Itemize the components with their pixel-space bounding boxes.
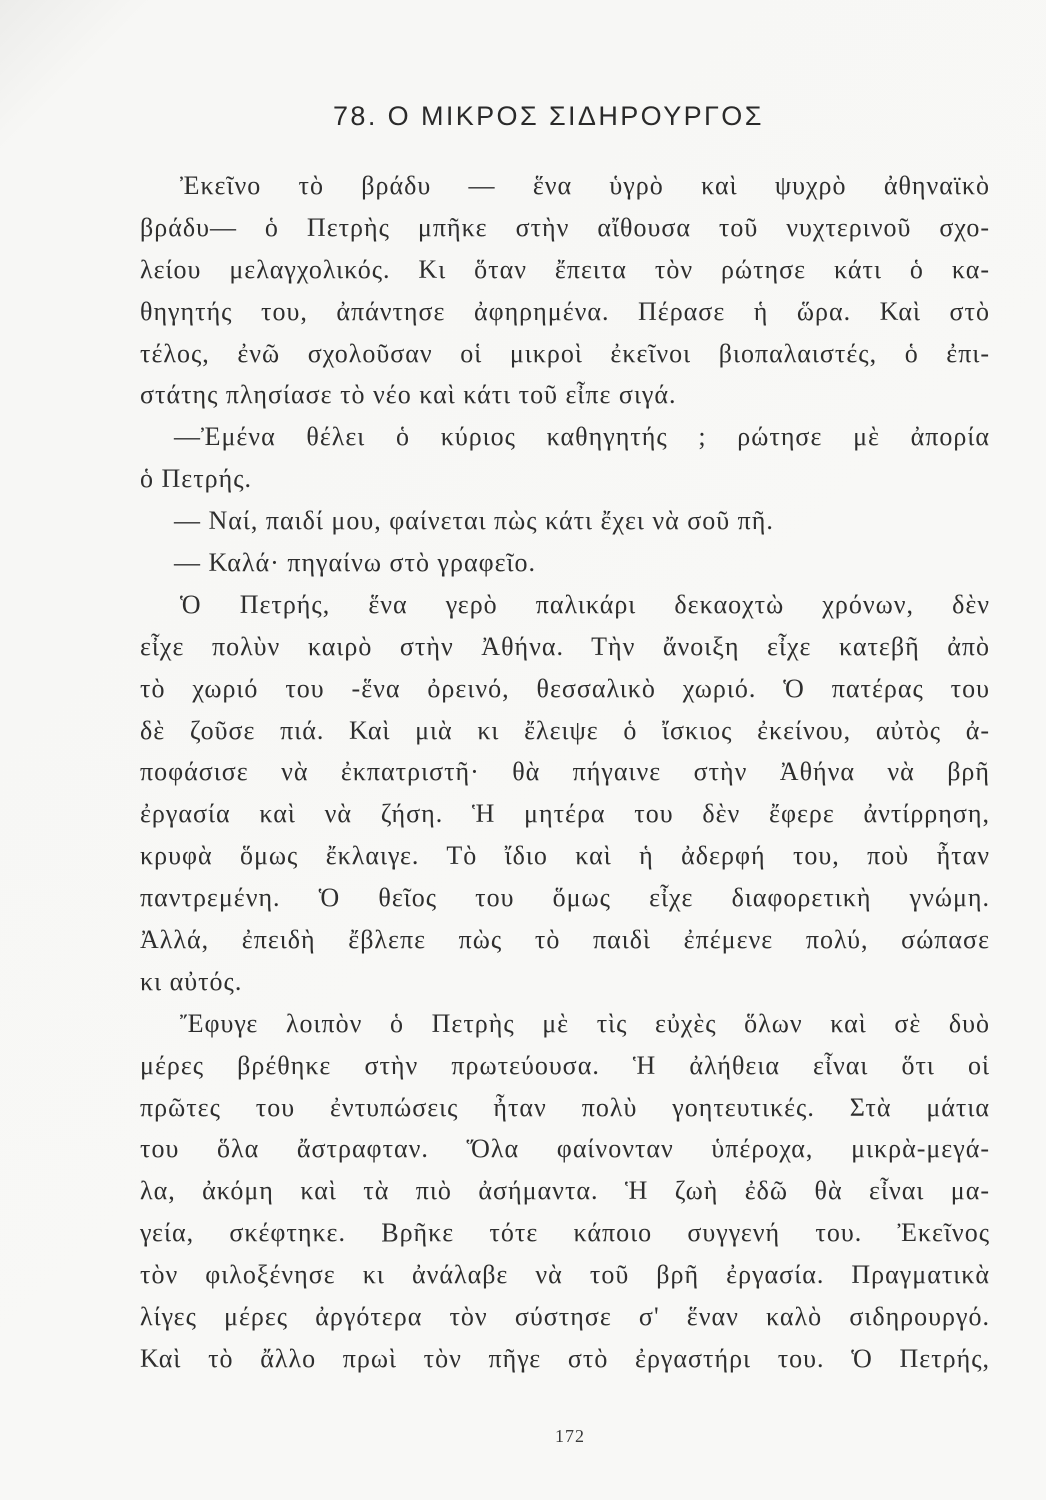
text-line: λίγες μέρες ἀργότερα τὸν σύστησε σ' ἕναν καλὸ σιδηρουργό. <box>140 1302 990 1332</box>
text-line: ἐργασία καὶ νὰ ζήση. Ἡ μητέρα του δὲν ἔφερε ἀντίρρηση, <box>140 799 990 829</box>
text-line: τέλος, ἐνῶ σχολοῦσαν οἱ μικροὶ ἐκεῖνοι βιοπαλαιστές, ὁ ἐπι- <box>140 338 990 368</box>
text-line: παντρεμένη. Ὁ θεῖος του ὅμως εἶχε διαφορετικὴ γνώμη. <box>140 883 990 913</box>
text-line: Ἔφυγε λοιπὸν ὁ Πετρὴς μὲ τὶς εὐχὲς ὅλων καὶ σὲ δυὸ <box>180 1008 990 1038</box>
text-line: —Ἐμένα θέλει ὁ κύριος καθηγητής ; ρώτησε μὲ ἀπορία <box>174 422 990 452</box>
text-line: λείου μελαγχολικός. Κι ὅταν ἔπειτα τὸν ρώτησε κάτι ὁ κα- <box>140 254 990 284</box>
text-line: — Καλά· πηγαίνω στὸ γραφεῖο. <box>174 548 536 578</box>
body-text <box>140 165 990 1380</box>
page-number: 172 <box>555 1426 585 1446</box>
text-line: τὸ χωριό του -ἕνα ὀρεινό, θεσσαλικὸ χωριό. Ὁ πατέρας του <box>140 673 990 703</box>
text-line: Ὁ Πετρής, ἕνα γερὸ παλικάρι δεκαοχτὼ χρόνων, δὲν <box>180 589 990 619</box>
chapter-title: 78. Ο ΜΙΚΡΟΣ ΣΙΔΗΡΟΥΡΓΟΣ <box>333 101 764 131</box>
text-line: τὸν φιλοξένησε κι ἀνάλαβε νὰ τοῦ βρῆ ἐργασία. Πραγματικὰ <box>140 1260 990 1290</box>
text-line: πρῶτες του ἐντυπώσεις ἦταν πολὺ γοητευτικές. Στὰ μάτια <box>140 1092 990 1122</box>
text-line: κρυφὰ ὅμως ἔκλαιγε. Τὸ ἴδιο καὶ ἡ ἀδερφή του, ποὺ ἦταν <box>140 841 990 871</box>
text-line: ποφάσισε νὰ ἐκπατριστῆ· θὰ πήγαινε στὴν Ἀθήνα νὰ βρῆ <box>140 757 990 787</box>
text-line: γεία, σκέφτηκε. Βρῆκε τότε κάποιο συγγενή του. Ἐκεῖνος <box>140 1218 990 1248</box>
text-line: δὲ ζοῦσε πιά. Καὶ μιὰ κι ἔλειψε ὁ ἴσκιος ἐκείνου, αὐτὸς ἀ- <box>140 715 990 745</box>
text-line: του ὅλα ἄστραφταν. Ὅλα φαίνονταν ὑπέροχα, μικρὰ-μεγά- <box>140 1134 990 1164</box>
text-line: κι αὐτός. <box>140 966 243 996</box>
text-line: Ἐκεῖνο τὸ βράδυ — ἕνα ὑγρὸ καὶ ψυχρὸ ἀθηναϊκὸ <box>180 171 990 200</box>
text-line: ὁ Πετρής. <box>140 464 253 494</box>
text-line: μέρες βρέθηκε στὴν πρωτεύουσα. Ἡ ἀλήθεια εἶναι ὅτι οἱ <box>140 1050 990 1080</box>
text-line: στάτης πλησίασε τὸ νέο καὶ κάτι τοῦ εἶπε σιγά. <box>140 380 677 410</box>
text-line: εἶχε πολὺν καιρὸ στὴν Ἀθήνα. Τὴν ἄνοιξη εἶχε κατεβῆ ἀπὸ <box>140 631 990 661</box>
text-line: Ἀλλά, ἐπειδὴ ἔβλεπε πὼς τὸ παιδὶ ἐπέμενε πολύ, σώπασε <box>140 925 990 955</box>
text-line: λα, ἀκόμη καὶ τὰ πιὸ ἀσήμαντα. Ἡ ζωὴ ἐδῶ θὰ εἶναι μα- <box>140 1176 990 1206</box>
text-line: — Ναί, παιδί μου, φαίνεται πὼς κάτι ἔχει νὰ σοῦ πῆ. <box>174 506 774 536</box>
text-line: βράδυ— ὁ Πετρὴς μπῆκε στὴν αἴθουσα τοῦ νυχτερινοῦ σχο- <box>140 212 990 242</box>
text-line: θηγητής του, ἀπάντησε ἀφηρημένα. Πέρασε ἡ ὥρα. Καὶ στὸ <box>140 296 990 326</box>
text-line: Καὶ τὸ ἄλλο πρωὶ τὸν πῆγε στὸ ἐργαστήρι του. Ὁ Πετρής, <box>140 1343 990 1373</box>
